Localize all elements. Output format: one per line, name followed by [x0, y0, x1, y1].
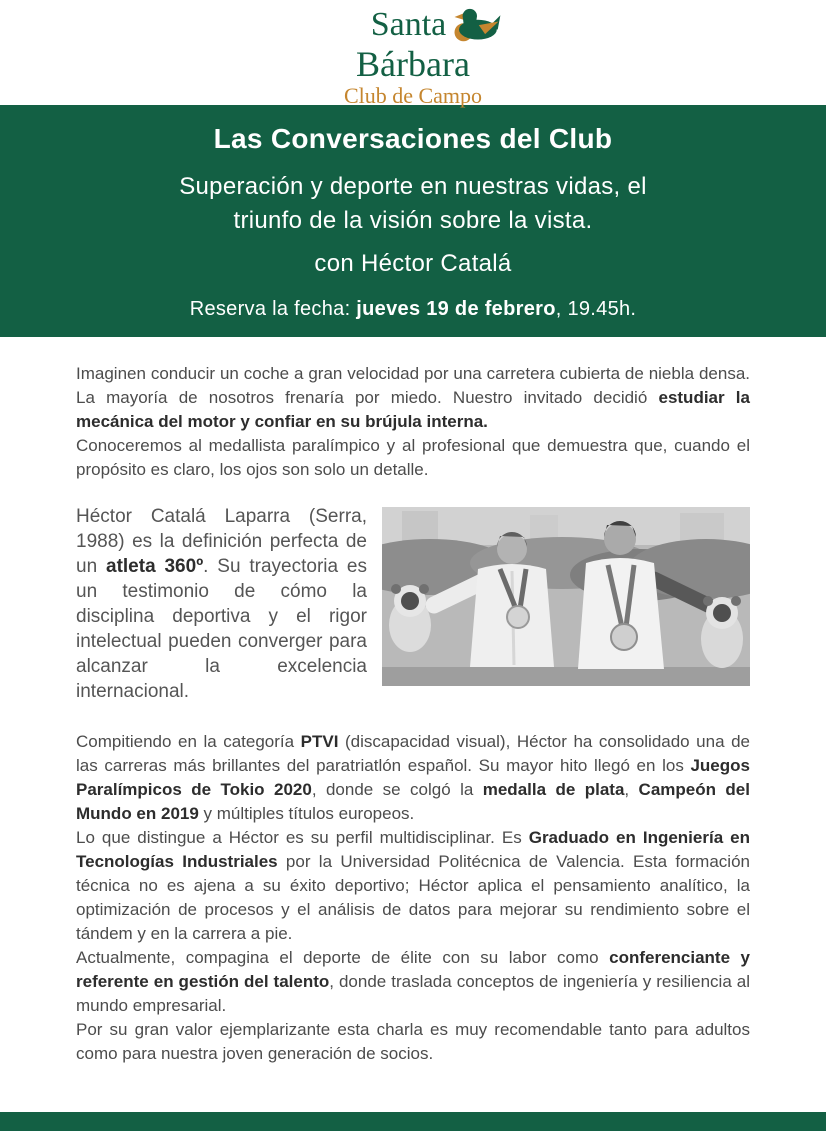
text-run: , 19.45h.: [555, 298, 637, 320]
text-run: Héctor Catalá Laparra (Serra, 1988) es la definición perfecta de un: [76, 506, 367, 577]
event-date: [0, 297, 826, 321]
text-run: , donde se colgó la: [311, 780, 483, 799]
text-run: Campeón del Mundo en 2019: [76, 780, 750, 823]
event-speaker: con Héctor Catalá: [314, 250, 512, 277]
text-run: PTVI: [300, 732, 339, 751]
paragraph: [76, 946, 750, 1018]
logo-tagline: Club de Campo: [343, 83, 483, 108]
text-run: por la Universidad Politécnica de Valencia. Esta formación técnica no es ajena a su éxito deportivo; Héctor aplica el pensamiento analítico, la optimización de procesos y el análisis de datos para mejorar su rendimiento sobre el tándem y en la carrera a pie.: [76, 852, 750, 943]
event-subtitle-line1: Superación y deporte en nuestras vidas, el: [179, 173, 647, 200]
paragraph: [76, 434, 750, 482]
footer-bar: [0, 1112, 826, 1131]
header: [0, 0, 826, 108]
text-run: Por su gran valor ejemplarizante esta charla es muy recomendable tanto para adultos como para nuestra joven generación de socios.: [76, 1020, 750, 1063]
text-run: estudiar la mecánica del motor y confiar en su brújula interna.: [76, 388, 750, 431]
text-run: Juegos Paralímpicos de Tokio 2020: [76, 756, 750, 799]
text-run: . Su trayectoria es un testimonio de cómo la disciplina deportiva y el rigor intelectual pueden converger para alcanzar la excelencia internacional.: [76, 556, 367, 702]
text-run: Imaginen conducir un coche a gran velocidad por una carretera cubierta de niebla densa. La mayoría de nosotros frenaría por miedo. Nuestro invitado decidió: [76, 364, 750, 407]
text-run: conferenciante y referente en gestión del talento: [76, 948, 750, 991]
event-subtitle-line2: triunfo de la visión sobre la vista.: [233, 207, 593, 234]
text-run: y múltiples títulos europeos.: [198, 804, 415, 823]
paragraph: [76, 826, 750, 946]
text-run: Conoceremos al medallista paralímpico y al profesional que demuestra que, cuando el propósito es claro, los ojos son solo un detalle.: [76, 436, 750, 479]
event-title: Las Conversaciones del Club: [213, 123, 613, 154]
text-run: Lo que distingue a Héctor es su perfil multidisciplinar. Es: [76, 828, 529, 847]
duck-icon: [453, 8, 501, 44]
text-run: ,: [624, 780, 639, 799]
text-run: Actualmente, compagina el deporte de élite con su labor como: [76, 948, 610, 967]
logo-name-line2: Bárbara: [356, 44, 470, 84]
profile-paragraph: [76, 504, 367, 704]
paragraph: [76, 1018, 750, 1066]
text-run: Graduado en Ingeniería en Tecnologías Industriales: [76, 828, 750, 871]
achievements-block: [76, 730, 750, 1066]
text-run: Reserva la fecha:: [189, 298, 357, 320]
paragraph: [76, 730, 750, 826]
paragraph: [76, 362, 750, 434]
event-photo: [382, 507, 750, 686]
profile-block: [76, 504, 750, 704]
article-body: [0, 362, 826, 1066]
intro-block: [76, 362, 750, 482]
event-banner: [0, 105, 826, 337]
text-run: , donde traslada conceptos de ingeniería y resiliencia al mundo empresarial.: [76, 972, 750, 1015]
logo-name-line1: Santa: [370, 6, 447, 43]
text-run: jueves 19 de febrero: [356, 298, 556, 320]
text-run: (discapacidad visual), Héctor ha consolidado una de las carreras más brillantes del paratriatlón español. Su mayor hito llegó en los: [76, 732, 751, 775]
event-subtitle: [0, 170, 826, 238]
athletes-photo-illustration: [382, 507, 750, 686]
text-run: atleta 360º: [106, 556, 204, 577]
logo-row: [371, 8, 502, 44]
text-run: Compitiendo en la categoría: [76, 732, 301, 751]
text-run: medalla de plata: [482, 780, 625, 799]
club-logo: [325, 8, 502, 108]
